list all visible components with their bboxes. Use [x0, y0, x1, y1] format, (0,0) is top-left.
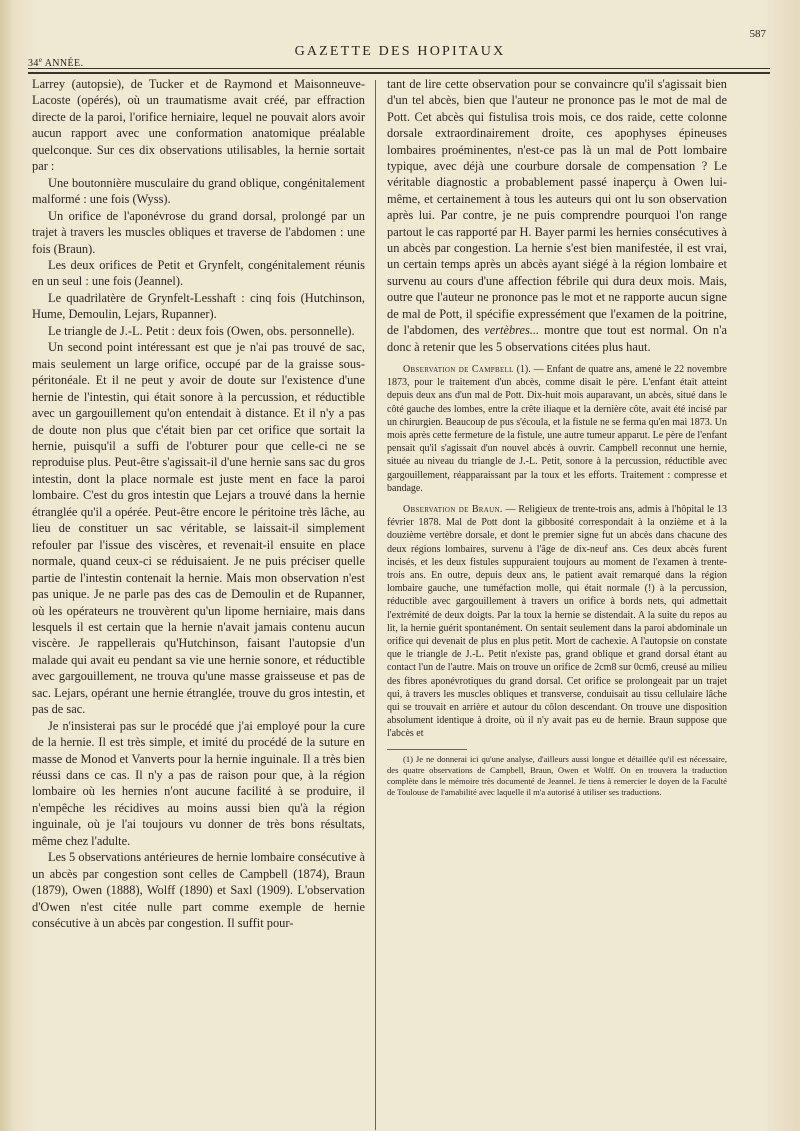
observation-heading: Observation de Braun.	[403, 503, 503, 515]
footnote: (1) Je ne donnerai ici qu'une analyse, d'ailleurs aussi longue et détaillée qu'il est nécessaire, des quatre observations de Campbell, Braun, Owen et Wolff. On en trouvera la traduction complète dans le mémoire très documenté de Jeannel. Je tiens à remercier le doyen de la Faculté de Toulouse de l'amabilité avec laquelle il m'a autorisé à utiliser ses traductions.	[387, 753, 727, 797]
volume-year-sup: e	[38, 56, 43, 64]
paragraph: Les 5 observations antérieures de hernie lombaire consécutive à un abcès par congestion sont celles de Campbell (1874), Braun (1879), Owen (1888), Wolff (1890) et Saxl (1909). L'observation d'Owen n'est citée nulle part comme exemple de hernie consécutive à un abcès par congestion. Il suffit pour-	[32, 850, 365, 931]
paragraph: Un second point intéressant est que je n'ai pas trouvé de sac, mais seulement un large orifice, occupé par de la graisse sous-péritonéale. Et il ne peut y avoir de doute sur l'existence d'une hernie de l'intestin, qui était sonore à la percussion, et réductible avec un gargouillement qu'on entendait à distance. Et il n'y a pas de doute non plus que c'était bien par cet orifice que sortait la hernie, puisqu'il a suffi de l'obturer pour que celle-ci ne se reproduise plus. Peut-être s'agissait-il d'une hernie sans sac du gros intestin, dont la place normale est juste ment en face la paroi lombaire. C'est du gros intestin que Lejars a trouvé dans la hernie étranglée qu'il a opérée. Peut-être encore le péritoine très lâche, au lieu de constituer un sac véritable, se laissait-il simplement refouler par l'issue des viscères, et revenait-il ensuite en place normale, quand ceux-ci se réduisaient. Je ne puis préciser quelle partie de l'intestin contenait la hernie. Mais mon observation n'est pas unique. Je ne parle pas des cas de Demoulin et de Rupanner, où les opérateurs ne trouvèrent qu'un lipome herniaire, mais dans lesquels il est certain que la hernie n'avait jamais contenu aucun viscère. Je rappellerais qu'Hutchinson, faisant l'autopsie d'un malade qui avait eu pendant sa vie une hernie sonore, et réductible avec gargouillement, ne trouva qu'une masse graisseuse et pas de sac. Lejars, opérant une hernie étranglée, trouve du gros intestin, et pas de sac.	[32, 340, 365, 717]
observation-dash: —	[502, 503, 519, 515]
paragraph: Un orifice de l'aponévrose du grand dorsal, prolongé par un trajet à travers les muscles obliques et traverse de l'abdomen : une fois (Braun).	[32, 208, 365, 256]
volume-year: 34	[28, 58, 39, 69]
right-column	[387, 76, 727, 798]
observation-braun	[387, 503, 727, 741]
paragraph: Une boutonnière musculaire du grand oblique, congénitalement malformé : une fois (Wyss).	[32, 175, 365, 207]
header-rule-thin	[28, 68, 770, 69]
paragraph: Je n'insisterai pas sur le procédé que j'ai employé pour la cure de la hernie. Il est très simple, et imité du procédé de la suture en masse de Monod et Vanverts pour la hernie inguinale. Il a très bien réussi dans ce cas. Il n'y a pas de raison pour que, à la région lombaire où les hernies n'ont aucune facilité à se produire, il n'empêche les récidives au moins aussi bien qu'à la région inguinale, où je l'ai toujours vu donner de très bons résultats, même chez l'adulte.	[32, 718, 365, 848]
page-header	[26, 28, 774, 72]
observation-heading: Observation de Campbell	[403, 363, 514, 375]
paragraph: Les deux orifices de Petit et Grynfelt, congénitalement réunis en un seul : une fois (Jeannel).	[32, 257, 365, 289]
page-number: 587	[749, 28, 766, 40]
volume-annee: ANNÉE.	[44, 58, 84, 69]
paragraph: Le quadrilatère de Grynfelt-Lesshaft : cinq fois (Hutchinson, Hume, Demoulin, Lejars, Rupanner).	[32, 290, 365, 322]
footnote-rule	[387, 749, 467, 750]
intro-text: tant de lire cette observation pour se convaincre qu'il s'agissait bien d'un tel abcès, bien que l'auteur ne prononce pas le mot de mal de Pott. Cet abcès qui fistulisa trois mois, ce dos raide, cette colonne dorsale extraordinairement droite, ces apophyses épineuses lombaires proéminentes, n'est-ce pas là un mal de Pott lombaire typique, avec déjà une courbure dorsale de compensation ? Le véritable diagnostic a probablement passé inaperçu à Owen lui-même, et certainement à tous les auteurs qui ont lu son observation après lui. Par contre, je ne puis comprendre pourquoi l'on range partout le cas rapporté par H. Bayer parmi les hernies consécutives à un abcès par congestion. La hernie s'est bien manifestée, il est vrai, un certain temps après un abcès ayant siégé à la région lombaire et survenu au cours d'une affection fébrile qui dura deux mois. Mais, outre que l'auteur ne prononce pas le mot et ne rapporte aucun signe de mal de Pott, il spécifie expressément que l'examen de la poitrine, de l'abdomen, des	[387, 77, 727, 338]
footnote-ref: (1). —	[513, 363, 547, 375]
intro-italic: vertèbres...	[484, 323, 540, 338]
paragraph: Larrey (autopsie), de Tucker et de Raymond et Maisonneuve-Lacoste (opérés), où un traumatisme avait créé, par effraction directe de la paroi, l'orifice herniaire, lequel ne pouvait alors avoir aucun rapport avec une conformation anatomique préalable quelconque. Sur ces dix observations utilisables, la hernie sortait par :	[32, 77, 365, 174]
observation-text: Enfant de quatre ans, amené le 22 novembre 1873, pour le traitement d'un abcès, comme disait le père. L'enfant était atteint depuis deux ans d'un mal de Pott. Dix-huit mois auparavant, un abcès, situé dans le côté gauche des lombes, entre la crête iliaque et la dernière côte, avait été incisé par un chirurgien. Beaucoup de pus s'écoula, et la fistule ne se ferma qu'en mai 1873. Un mois après cette fermeture de la fistule, une autre tumeur apparut. Le père de l'enfant pensait qu'il s'agissait d'un nouvel abcès à ouvrir. Campbell reconnut une hernie, située au niveau du triangle de J.-L. Petit, sonore à la percussion, réductible avec gargouillement, réapparaissant par la toux et les efforts. Traitement : compresse et bandage.	[387, 363, 727, 494]
header-rule-thick	[28, 72, 770, 74]
observation-text: Religieux de trente-trois ans, admis à l'hôpital le 13 février 1878. Mal de Pott dont la gibbosité correspondait à la onzième et à la douzième vertèbre dorsale, et dont le premier signe fut un abcès dans chacune des deux régions lombaires, survenu à l'âge de dix-neuf ans. Ces deux abcès furent incisés, et les deux fistules suppuraient toujours au moment de l'examen à trente-trois ans. En outre, depuis deux ans, le patient avait remarqué dans la région lombaire gauche, une tuméfaction molle, qui était normale (!) à la percussion, réductible avec gargouillement à travers un orifice à bords nets, qui admettait l'extrémité de deux doigts. Par la toux la hernie se distendait. A la suite du repos au lit, la hernie guérit spontanément. On sentait seulement dans la paroi abdominale un orifice qui devenait de plus en plus petit. Mort de cachexie. A l'autopsie on constate que le triangle de J.-L. Petit n'existe pas, grand oblique et grand dorsal étant au contact l'un de l'autre. Mais on trouve un orifice de 2cm8 sur 0cm6, creusé au milieu des fibres aponévrotiques du grand dorsal. Cet orifice se prolongeait par un trajet qui, à travers les muscles obliques et transverse, conduisait au tissu cellulaire lâche qui se trouvait en arrière et autour du côlon descendant. On trouve une disposition absolument identique à droite, où il n'y avait pas eu de hernie. Braun suppose que l'abcès et	[387, 503, 727, 740]
observation-campbell	[387, 363, 727, 495]
left-column	[32, 76, 365, 932]
paragraph	[387, 76, 727, 355]
paragraph: Le triangle de J.-L. Petit : deux fois (Owen, obs. personnelle).	[48, 323, 355, 338]
intro-end: montre que tout est normal. On n'a donc à retenir que les 5 observations citées plus haut.	[387, 323, 727, 354]
journal-title: GAZETTE DES HOPITAUX	[294, 44, 506, 59]
page-edge-shadow	[0, 0, 14, 1131]
column-divider	[375, 80, 376, 1130]
